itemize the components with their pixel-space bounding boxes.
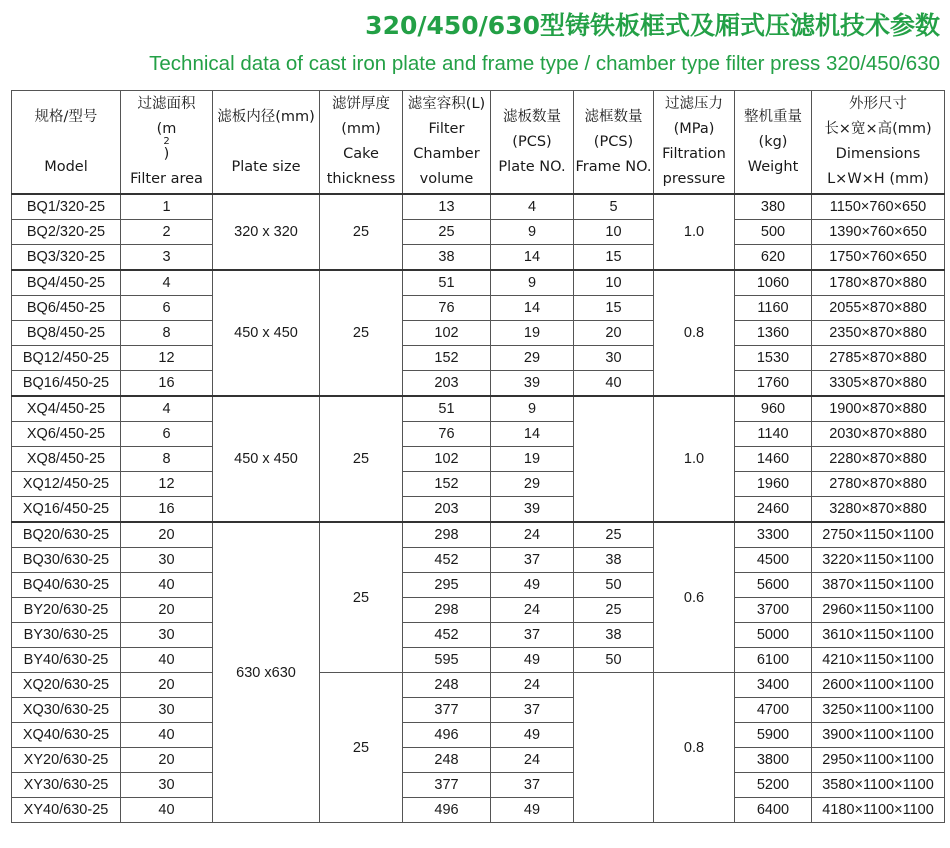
model-cell: BY20/630-25 [12,598,121,623]
volume-cell: 248 [403,748,491,773]
table-row [12,447,945,472]
model-cell: BQ2/320-25 [12,220,121,245]
area-cell: 40 [121,648,213,673]
cake-cell: 25 [320,194,403,270]
area-cell: 16 [121,371,213,397]
area-cell: 8 [121,447,213,472]
area-cell: 20 [121,673,213,698]
volume-cell: 76 [403,422,491,447]
cake-cell: 25 [320,270,403,396]
header-plate-size: 滤板内径(mm) Plate size [213,91,320,195]
volume-cell: 102 [403,321,491,346]
dims-cell: 4210×1150×1100 [812,648,945,673]
frames-cell: 50 [574,648,654,673]
plates-cell: 37 [491,698,574,723]
weight-cell: 4500 [735,548,812,573]
area-cell: 20 [121,598,213,623]
table-row [12,723,945,748]
table-row [12,522,945,548]
cake-cell: 25 [320,396,403,522]
table-row [12,346,945,371]
area-cell: 16 [121,497,213,523]
header-weight: 整机重量 (kg) Weight [735,91,812,195]
weight-cell: 3700 [735,598,812,623]
plates-cell: 49 [491,723,574,748]
weight-cell: 1160 [735,296,812,321]
dims-cell: 4180×1100×1100 [812,798,945,823]
area-cell: 4 [121,270,213,296]
dims-cell: 1150×760×650 [812,194,945,220]
volume-cell: 76 [403,296,491,321]
model-cell: XQ6/450-25 [12,422,121,447]
weight-cell: 960 [735,396,812,422]
plates-cell: 9 [491,270,574,296]
volume-cell: 203 [403,497,491,523]
frames-cell: 30 [574,346,654,371]
model-cell: BY30/630-25 [12,623,121,648]
weight-cell: 3300 [735,522,812,548]
frames-cell [574,396,654,522]
plates-cell: 9 [491,220,574,245]
weight-cell: 6100 [735,648,812,673]
weight-cell: 3800 [735,748,812,773]
table-row [12,396,945,422]
model-cell: XQ30/630-25 [12,698,121,723]
volume-cell: 152 [403,346,491,371]
table-row [12,472,945,497]
volume-cell: 152 [403,472,491,497]
area-cell: 30 [121,623,213,648]
weight-cell: 1530 [735,346,812,371]
model-cell: BQ8/450-25 [12,321,121,346]
model-cell: XQ4/450-25 [12,396,121,422]
model-cell: BQ3/320-25 [12,245,121,271]
model-cell: XQ20/630-25 [12,673,121,698]
table-row [12,321,945,346]
plate-size-cell: 320 x 320 [213,194,320,270]
volume-cell: 298 [403,598,491,623]
dims-cell: 3580×1100×1100 [812,773,945,798]
table-row [12,296,945,321]
plates-cell: 39 [491,497,574,523]
weight-cell: 6400 [735,798,812,823]
model-cell: BQ12/450-25 [12,346,121,371]
header-plate-number: 滤板数量 (PCS) Plate NO. [491,91,574,195]
frames-cell: 50 [574,573,654,598]
plates-cell: 49 [491,648,574,673]
dims-cell: 2030×870×880 [812,422,945,447]
frames-cell: 5 [574,194,654,220]
weight-cell: 1060 [735,270,812,296]
table-row [12,245,945,271]
volume-cell: 51 [403,270,491,296]
volume-cell: 496 [403,798,491,823]
frames-cell: 10 [574,270,654,296]
dims-cell: 3900×1100×1100 [812,723,945,748]
volume-cell: 452 [403,623,491,648]
dims-cell: 1780×870×880 [812,270,945,296]
plates-cell: 14 [491,245,574,271]
table-row [12,220,945,245]
dims-cell: 3870×1150×1100 [812,573,945,598]
volume-cell: 51 [403,396,491,422]
pressure-cell: 0.8 [654,673,735,823]
table-row [12,194,945,220]
dims-cell: 2780×870×880 [812,472,945,497]
table-row [12,648,945,673]
table-row [12,623,945,648]
table-row [12,598,945,623]
model-cell: XY40/630-25 [12,798,121,823]
model-cell: BQ6/450-25 [12,296,121,321]
title-chinese: 320/450/630型铸铁板框式及厢式压滤机技术参数 [365,11,940,40]
plates-cell: 24 [491,522,574,548]
volume-cell: 377 [403,773,491,798]
cake-cell: 25 [320,522,403,673]
frames-cell: 38 [574,548,654,573]
model-cell: BQ40/630-25 [12,573,121,598]
frames-cell: 10 [574,220,654,245]
weight-cell: 380 [735,194,812,220]
table-row [12,422,945,447]
dims-cell: 3250×1100×1100 [812,698,945,723]
table-row [12,698,945,723]
dims-cell: 1900×870×880 [812,396,945,422]
area-cell: 20 [121,748,213,773]
area-cell: 40 [121,798,213,823]
header-frame-number: 滤框数量 (PCS) Frame NO. [574,91,654,195]
volume-cell: 13 [403,194,491,220]
weight-cell: 1140 [735,422,812,447]
header-chamber-volume: 滤室容积(L) Filter Chamber volume [403,91,491,195]
pressure-cell: 1.0 [654,396,735,522]
dims-cell: 1750×760×650 [812,245,945,271]
area-cell: 6 [121,296,213,321]
model-cell: BQ30/630-25 [12,548,121,573]
title-english: Technical data of cast iron plate and frame type / chamber type filter press 320/450/630 [149,52,940,75]
dims-cell: 2600×1100×1100 [812,673,945,698]
model-cell: XQ40/630-25 [12,723,121,748]
plate-size-cell: 450 x 450 [213,396,320,522]
weight-cell: 1360 [735,321,812,346]
header-cake-thickness: 滤饼厚度 (mm) Cake thickness [320,91,403,195]
weight-cell: 5900 [735,723,812,748]
model-cell: BQ20/630-25 [12,522,121,548]
plates-cell: 37 [491,548,574,573]
model-cell: XQ16/450-25 [12,497,121,523]
model-cell: XQ8/450-25 [12,447,121,472]
volume-cell: 203 [403,371,491,397]
model-cell: XY30/630-25 [12,773,121,798]
weight-cell: 500 [735,220,812,245]
weight-cell: 4700 [735,698,812,723]
frames-cell: 15 [574,296,654,321]
dims-cell: 2280×870×880 [812,447,945,472]
model-cell: BQ16/450-25 [12,371,121,397]
plates-cell: 49 [491,573,574,598]
weight-cell: 1960 [735,472,812,497]
volume-cell: 496 [403,723,491,748]
dims-cell: 3280×870×880 [812,497,945,523]
table-row [12,548,945,573]
weight-cell: 1460 [735,447,812,472]
table-row [12,573,945,598]
plates-cell: 24 [491,598,574,623]
dims-cell: 2950×1100×1100 [812,748,945,773]
header-row [12,91,945,195]
volume-cell: 248 [403,673,491,698]
table-row [12,371,945,397]
plates-cell: 39 [491,371,574,397]
model-cell: BQ4/450-25 [12,270,121,296]
area-cell: 4 [121,396,213,422]
area-cell: 2 [121,220,213,245]
frames-cell: 40 [574,371,654,397]
plate-size-cell: 630 x630 [213,522,320,823]
plates-cell: 49 [491,798,574,823]
model-cell: XQ12/450-25 [12,472,121,497]
header-filter-area: 过滤面积 (m 2 ) Filter area [121,91,213,195]
area-cell: 40 [121,573,213,598]
frames-cell: 15 [574,245,654,271]
table-row [12,798,945,823]
plates-cell: 37 [491,623,574,648]
plates-cell: 4 [491,194,574,220]
dims-cell: 2350×870×880 [812,321,945,346]
spec-table [11,90,945,823]
frames-cell: 25 [574,522,654,548]
header-model: 规格/型号 Model [12,91,121,195]
dims-cell: 3610×1150×1100 [812,623,945,648]
pressure-cell: 0.6 [654,522,735,673]
area-cell: 30 [121,698,213,723]
dims-cell: 3220×1150×1100 [812,548,945,573]
frames-cell: 38 [574,623,654,648]
dims-cell: 2785×870×880 [812,346,945,371]
dims-cell: 3305×870×880 [812,371,945,397]
plates-cell: 29 [491,346,574,371]
cake-cell: 25 [320,673,403,823]
spec-table-body [12,194,945,823]
model-cell: XY20/630-25 [12,748,121,773]
plates-cell: 37 [491,773,574,798]
weight-cell: 1760 [735,371,812,397]
volume-cell: 25 [403,220,491,245]
volume-cell: 295 [403,573,491,598]
plates-cell: 9 [491,396,574,422]
area-cell: 30 [121,548,213,573]
dims-cell: 2750×1150×1100 [812,522,945,548]
area-cell: 40 [121,723,213,748]
weight-cell: 5000 [735,623,812,648]
weight-cell: 620 [735,245,812,271]
plates-cell: 19 [491,447,574,472]
dims-cell: 2960×1150×1100 [812,598,945,623]
weight-cell: 5200 [735,773,812,798]
weight-cell: 3400 [735,673,812,698]
area-cell: 6 [121,422,213,447]
area-cell: 3 [121,245,213,271]
volume-cell: 298 [403,522,491,548]
weight-cell: 2460 [735,497,812,523]
area-cell: 8 [121,321,213,346]
weight-cell: 5600 [735,573,812,598]
dims-cell: 1390×760×650 [812,220,945,245]
table-row [12,673,945,698]
volume-cell: 38 [403,245,491,271]
header-filtration-pressure: 过滤压力 (MPa) Filtration pressure [654,91,735,195]
plates-cell: 14 [491,422,574,447]
model-cell: BQ1/320-25 [12,194,121,220]
plates-cell: 29 [491,472,574,497]
area-cell: 1 [121,194,213,220]
volume-cell: 377 [403,698,491,723]
table-row [12,748,945,773]
table-row [12,497,945,523]
header-dimensions: 外形尺寸 长×宽×高(mm) Dimensions L×W×H (mm) [812,91,945,195]
plate-size-cell: 450 x 450 [213,270,320,396]
area-cell: 12 [121,346,213,371]
frames-cell [574,673,654,823]
area-cell: 12 [121,472,213,497]
table-row [12,270,945,296]
area-cell: 30 [121,773,213,798]
plates-cell: 24 [491,748,574,773]
volume-cell: 452 [403,548,491,573]
plates-cell: 19 [491,321,574,346]
frames-cell: 20 [574,321,654,346]
plates-cell: 14 [491,296,574,321]
table-row [12,773,945,798]
volume-cell: 595 [403,648,491,673]
area-cell: 20 [121,522,213,548]
pressure-cell: 1.0 [654,194,735,270]
plates-cell: 24 [491,673,574,698]
model-cell: BY40/630-25 [12,648,121,673]
dims-cell: 2055×870×880 [812,296,945,321]
volume-cell: 102 [403,447,491,472]
pressure-cell: 0.8 [654,270,735,396]
frames-cell: 25 [574,598,654,623]
